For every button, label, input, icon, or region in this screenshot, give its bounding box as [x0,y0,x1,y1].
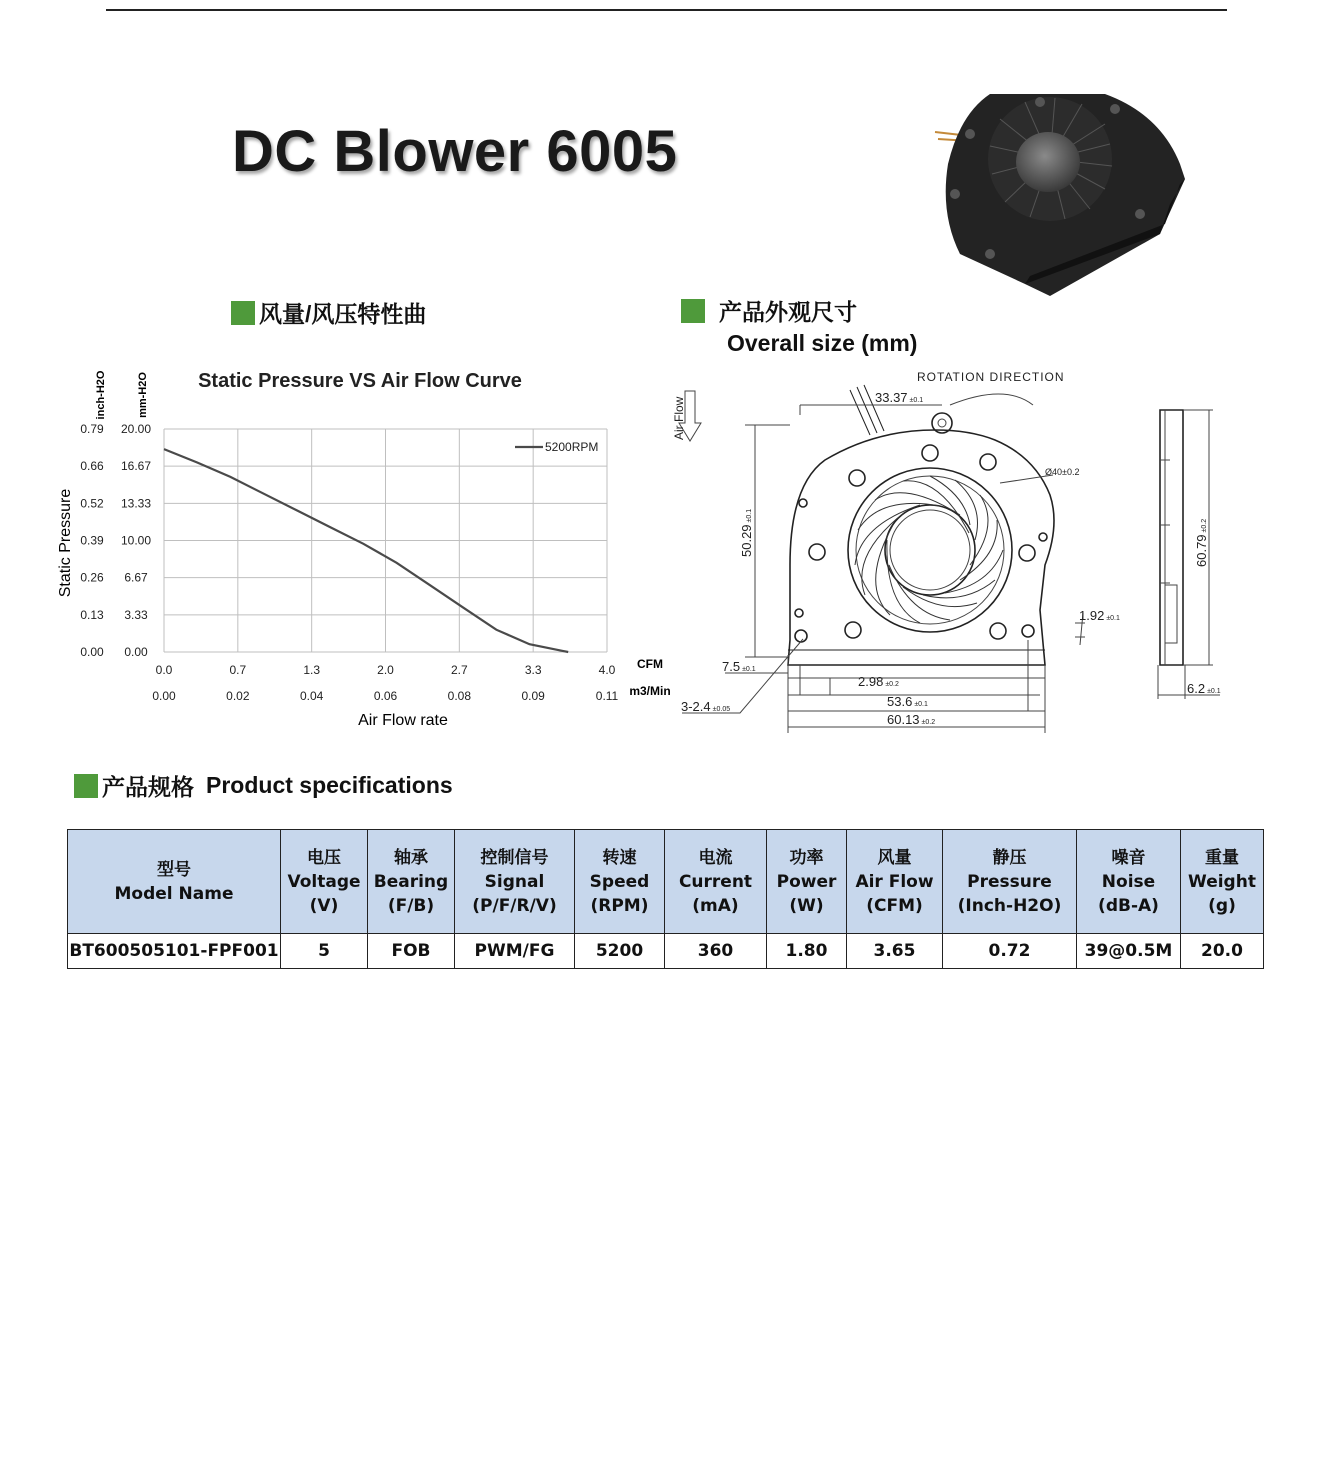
y-tick-mm: 3.33 [124,607,148,622]
dimension-section-heading [681,294,857,327]
spec-heading-cn: 产品规格 [102,774,194,800]
header-line: (RPM) [590,895,649,916]
x-unit-bottom: m3/Min [629,684,671,698]
table-header-cell [1181,830,1264,934]
header-line: 风量 [877,847,912,868]
x-tick-cfm: 1.3 [303,663,321,677]
dim-6-2: 6.2 ±0.1 [1187,681,1221,696]
header-line: 噪音 [1111,847,1146,868]
x-axis-label: Air Flow rate [358,712,448,729]
x-unit-top: CFM [637,657,663,671]
dimension-heading-text: 产品外观尺寸 [719,299,857,325]
table-cell: 1.80 [767,934,847,969]
green-square-icon [681,299,705,323]
y-tick-mm: 6.67 [124,570,148,585]
header-line: (dB-A) [1098,895,1159,916]
x-tick-m3: 0.02 [226,689,250,703]
y-tick-mm: 10.00 [120,533,152,548]
table-header-cell [368,830,455,934]
y-tick-inch: 0.66 [80,459,104,474]
header-line: (V) [309,895,339,916]
dim-33-37: 33.37 ±0.1 [875,390,924,405]
header-line: Pressure [967,871,1052,892]
header-line: 转速 [602,847,637,868]
product-photo [930,84,1192,299]
table-cell: 360 [665,934,767,969]
header-line: 功率 [789,847,824,868]
y-tick-inch: 0.79 [80,422,104,436]
x-tick-cfm: 4.0 [598,663,616,677]
table-cell: 5200 [575,934,665,969]
header-line: Weight [1188,871,1256,892]
x-tick-cfm: 2.7 [450,663,468,677]
table-header-cell [847,830,943,934]
table-header-row [68,830,1264,934]
y-tick-mm: 16.67 [120,459,152,474]
airflow-label: Air Flow [672,396,686,440]
header-line: Voltage [287,871,361,892]
chart-title: Static Pressure VS Air Flow Curve [198,370,522,392]
header-line: Model Name [114,883,234,904]
pressure-flow-chart [50,360,690,740]
dim-1-92: 1.92 ±0.1 [1079,608,1120,623]
header-line: Air Flow [855,871,934,892]
header-line: 静压 [992,847,1027,868]
green-square-icon [74,774,98,798]
y-tick-inch: 0.00 [80,645,104,659]
x-tick-m3: 0.06 [373,689,398,703]
dim-7-5: 7.5 ±0.1 [722,659,756,674]
header-line: Current [678,871,753,892]
rotation-direction-label: ROTATION DIRECTION [917,370,1065,384]
header-line: Speed [589,871,650,892]
header-line: Power [776,871,837,892]
x-tick-m3: 0.09 [521,689,545,703]
table-header-cell [68,830,281,934]
header-line: (mA) [692,895,739,916]
dim-60-79: 60.79±0.2 [1194,518,1209,567]
table-header-cell [455,830,575,934]
legend-label: 5200RPM [545,440,599,454]
table-cell: 3.65 [847,934,943,969]
table-cell: 39@0.5M [1077,934,1181,969]
curve-heading-text: 风量/风压特性曲 [259,301,427,327]
page-title: DC Blower 6005 [232,119,678,184]
table-header-cell [1077,830,1181,934]
x-tick-cfm: 0.7 [229,663,247,677]
y-axis-label: Static Pressure [57,488,74,598]
spec-table [67,829,1264,969]
table-cell: FOB [368,934,455,969]
table-cell: PWM/FG [455,934,575,969]
rotation-arrow-icon [950,394,1033,405]
header-line: 电压 [307,847,341,868]
x-tick-m3: 0.11 [595,689,619,703]
y-tick-mm: 20.00 [120,422,152,436]
dim-diameter-40: Ø40±0.2 [1045,467,1080,477]
y-tick-inch: 0.13 [80,607,104,622]
header-line: (W) [789,895,824,916]
green-square-icon [231,301,255,325]
header-line: 型号 [157,859,191,880]
header-line: (Inch-H2O) [957,895,1062,916]
series-line-5200RPM [164,449,568,652]
table-cell: 0.72 [943,934,1077,969]
x-tick-m3: 0.08 [447,689,472,703]
spec-section-heading [74,769,453,802]
y-unit-left: inch-H2O [95,370,107,420]
dim-2-98: 2.98 ±0.2 [858,674,899,689]
table-cell: BT600505101-FPF001 [68,934,281,969]
dim-50-29: 50.29±0.1 [739,508,754,557]
table-header-cell [943,830,1077,934]
table-row [68,934,1264,969]
table-header-cell [665,830,767,934]
x-tick-cfm: 0.0 [155,663,173,677]
y-unit-right: mm-H2O [137,372,149,418]
header-line: 重量 [1205,847,1239,868]
header-line: (F/B) [387,895,435,916]
header-line: (CFM) [866,895,923,916]
dim-3-2-4: 3-2.4 ±0.05 [681,699,731,714]
header-line: Signal [484,871,545,892]
top-rule [106,9,1227,11]
dimension-subheading: Overall size (mm) [727,330,918,356]
y-tick-inch: 0.39 [80,533,104,548]
x-tick-m3: 0.04 [299,689,324,703]
dim-60-13: 60.13 ±0.2 [887,712,936,727]
x-tick-m3: 0.00 [152,689,176,703]
header-line: (P/F/R/V) [472,895,557,916]
spec-heading-en: Product specifications [206,772,453,798]
table-cell: 5 [281,934,368,969]
y-tick-mm: 0.00 [124,645,148,659]
table-header-cell [575,830,665,934]
table-header-cell [767,830,847,934]
header-line: (g) [1208,895,1236,916]
header-line: 电流 [698,847,733,868]
table-cell: 20.0 [1181,934,1264,969]
header-line: Bearing [373,871,449,892]
x-tick-cfm: 3.3 [524,663,542,677]
y-tick-inch: 0.26 [80,570,104,585]
y-tick-inch: 0.52 [80,496,104,511]
x-tick-cfm: 2.0 [377,663,394,677]
curve-section-heading [231,296,426,329]
header-line: Noise [1101,871,1156,892]
header-line: 轴承 [394,847,428,868]
table-header-cell [281,830,368,934]
dimension-drawing [665,365,1235,740]
dim-53-6: 53.6 ±0.1 [887,694,928,709]
y-tick-mm: 13.33 [120,496,152,511]
header-line: 控制信号 [480,847,549,868]
